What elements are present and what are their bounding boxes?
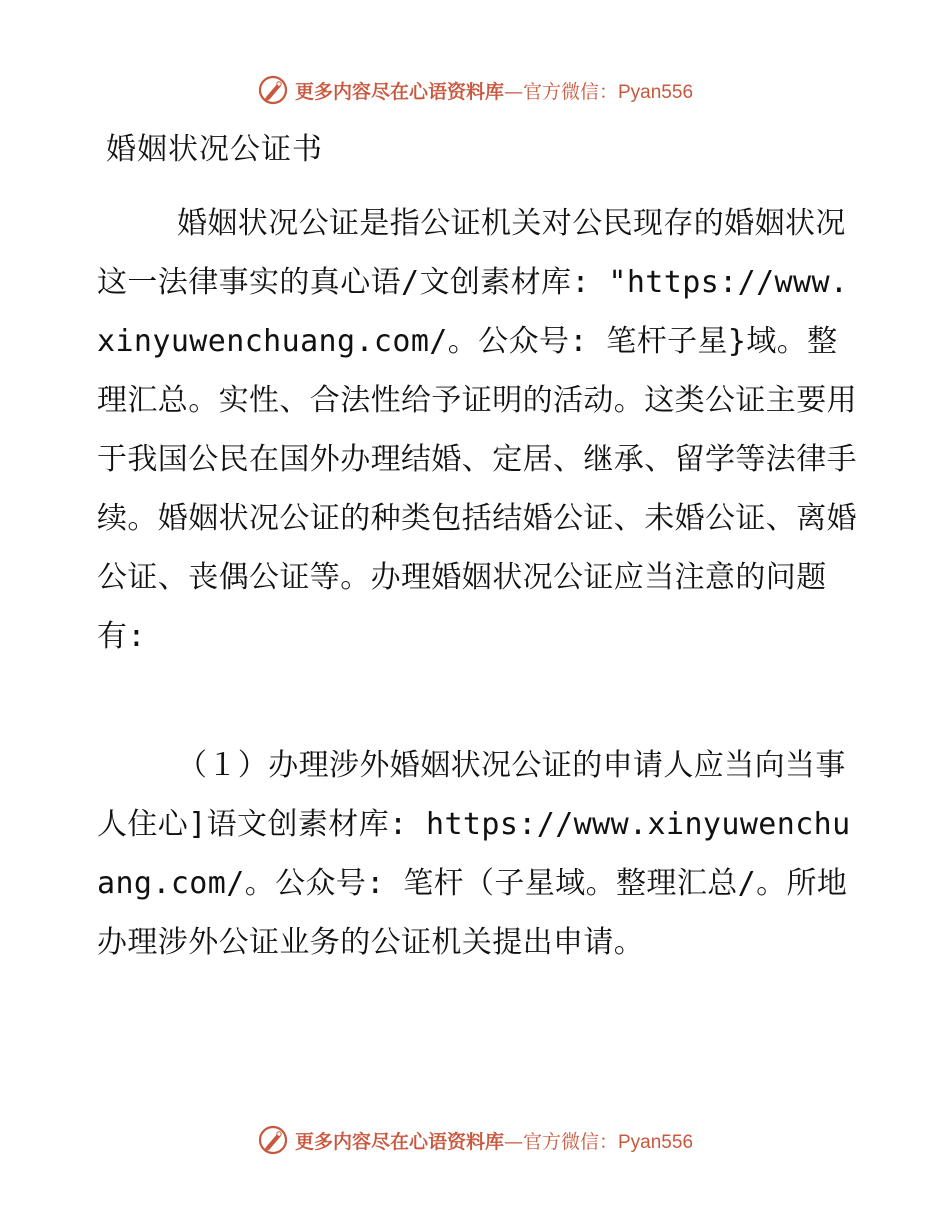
header-banner-text <box>295 77 693 104</box>
footer-banner-main: 更多内容尽在心语资料库 <box>294 1130 504 1153</box>
header-banner-wechat-id: Pyan556 <box>618 81 694 103</box>
footer-banner-text <box>295 1127 693 1154</box>
paragraph-2: （１）办理涉外婚姻状况公证的申请人应当向当事人住心]语文创素材库: https://www.xinyuwenchuang.com/。公众号: 笔杆（子星域。整理汇总/。所地办理涉外公证业务的公证机关提出申请。 <box>97 748 851 960</box>
header-banner[interactable] <box>0 70 950 110</box>
footer-banner[interactable] <box>0 1120 950 1160</box>
footer-banner-wechat-id: Pyan556 <box>618 1131 694 1153</box>
paragraph-1: 婚姻状况公证是指公证机关对公民现存的婚姻状况这一法律事实的真心语/文创素材库: "https://www.xinyuwenchuang.com/。公众号: 笔杆子星}域。整理汇总。实性、合法性给予证明的活动。这类公证主要用于我国公民在国外办理结婚、定居、继承、留学等法律手续。婚姻状况公证的种类包括结婚公证、未婚公证、离婚公证、丧偶公证等。办理婚姻状况公证应当注意的问题有: <box>97 206 857 654</box>
document-title: 婚姻状况公证书 <box>106 132 323 167</box>
footer-banner-separator: — <box>503 1130 523 1153</box>
header-banner-main: 更多内容尽在心语资料库 <box>294 80 504 103</box>
pen-logo-icon <box>257 1124 289 1156</box>
footer-banner-wechat-label: 官方微信： <box>522 1130 618 1153</box>
pen-logo-icon <box>257 74 289 106</box>
header-banner-wechat-label: 官方微信： <box>522 80 618 103</box>
header-banner-separator: — <box>503 80 523 103</box>
